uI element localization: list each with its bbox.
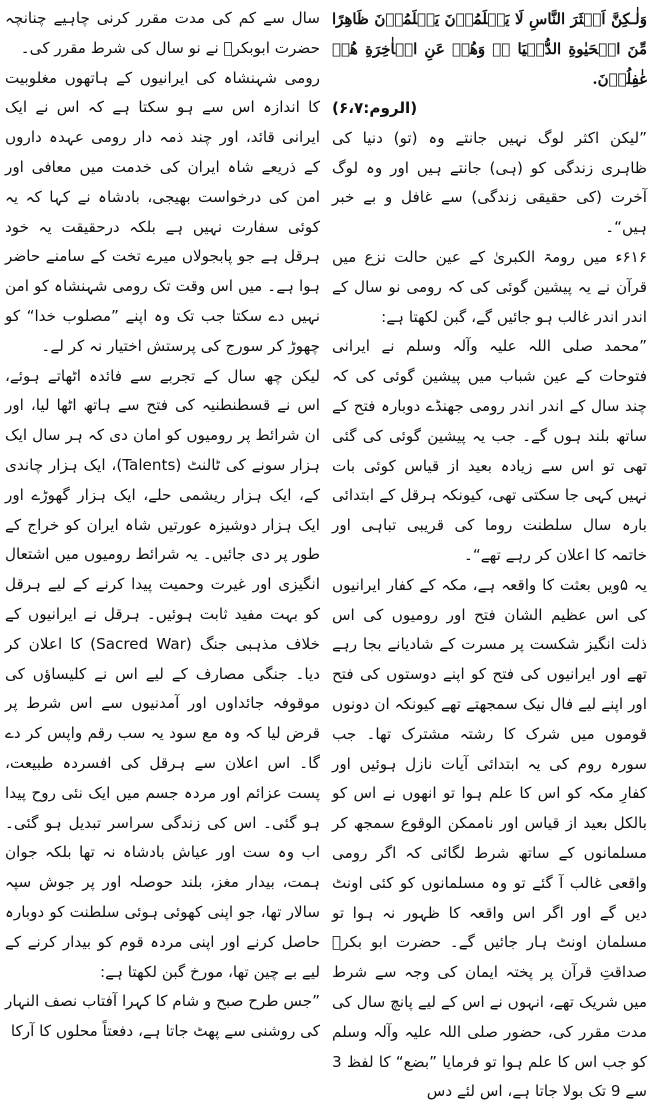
left-column <box>5 4 320 1041</box>
left-para-0: سال سے کم کی مدت مقرر کرنی چاہیے چنانچہ حضرت ابوبکرؓ نے نو سال کی شرط مقرر کی۔ <box>5 9 320 57</box>
left-para-1: رومی شہنشاہ کی ایرانیوں کے ہاتھوں مغلوبیت کا اندازہ اس سے ہو سکتا ہے کہ اس نے ایک ایرانی قائد، اور چند ذمہ دار رومی عہدہ داروں کے ذریعے شاہ ایران کی خدمت میں معافی اور امن کی درخواست بھیجی، بادشاہ نے کہا کہ یہ کوئی سفارت نہیں ہے بلکہ درحقیقت یہ خود ہرقل ہے جو پابجولاں میرے تخت کے سامنے حاضر ہوا ہے۔ میں اس وقت تک رومی شہنشاہ کو امن نہیں دے سکتا جب تک وہ اپنے ”مصلوب خدا“ کو چھوڑ کر سورج کی پرستش اختیار نہ کر لے۔ <box>5 68 320 355</box>
right-quran-0: وَلٰـكِنَّ اَكۡثَرَ النَّاسِ لَا يَعۡلَمُوۡنَ يَعۡلَمُوۡنَ ظَاهِرًا مِّنَ الۡحَيٰوةِ الدُّنۡيَا ۖۚ وَهُمۡ عَنِ الۡاٰخِرَةِ هُمۡ غٰفِلُوۡنَ. <box>332 10 647 88</box>
left-quote-3: ”جس طرح صبح و شام کا کہرا آفتاب نصف النہار کی روشنی سے پھٹ جاتا ہے، دفعتاً محلوں کا آرکا <box>5 992 320 1041</box>
right-para-3: ۶۱۶ء میں رومۃ الکبریٰ کے عین حالت نزع میں قرآن نے یہ پیشین گوئی کی کہ رومی نو سال کے اندر اندر غالب ہو جائیں گے، گبن لکھتا ہے: <box>332 247 647 326</box>
right-ref-1: (الروم:۶،۷) <box>332 99 418 117</box>
right-quote-2: ”لیکن اکثر لوگ نہیں جانتے وہ (تو) دنیا کی ظاہری زندگی کو (ہی) جانتے ہیں اور وہ لوگ آخرت (کی حقیقی زندگی) سے غافل و بے خبر ہیں“۔ <box>332 128 647 237</box>
right-column <box>332 4 647 1101</box>
left-para-2: لیکن چھ سال کے تجربے سے فائدہ اٹھاتے ہوئے، اس نے قسطنطنیہ کی فتح سے ہاتھ اٹھا لیا، اور ان شرائط پر رومیوں کو امان دی کہ ہر سال ایک ہزار سونے کی ٹالنٹ (Talents)، ایک ہزار چاندی کے، ایک ہزار ریشمی حلے، ایک ہزار گھوڑے اور ایک ہزار دوشیزہ عورتیں شاہ ایران کو خراج کے طور پر دی جائیں۔ یہ شرائط رومیوں میں اشتعال انگیزی اور غیرت وحمیت پیدا کرنے کے لیے ہرقل کو بہت مفید ثابت ہوئیں۔ ہرقل نے ایرانیوں کے خلاف مذہبی جنگ (Sacred War) کا اعلان کر دیا۔ جنگی مصارف کے لیے اس نے کلیساؤں کی موقوفہ جائداوں اور آمدنیوں سے اس شرط پر قرض لیا کہ وہ مع سود یہ سب رقم واپس کر دے گا۔ اس اعلان سے ہرقل کی افسردہ طبیعت، پست عزائم اور مردہ جسم میں ایک نئی روح پیدا ہو گئی۔ اس کی زندگی سراسر تبدیل ہو گئی۔ اب وہ ست اور عیاش بادشاہ نہ تھا بلکہ جوان ہمت، بیدار مغز، بلند حوصلہ اور پر جوش سپہ سالار تھا، جو اپنی کھوئی ہوئی سلطنت کو دوبارہ حاصل کرنے اور اپنی مردہ قوم کو بیدار کرنے کے لیے بے چین تھا، مورخ گبن لکھتا ہے: <box>5 366 320 981</box>
right-quote-4: ”محمد صلی اللہ علیہ وآلہ وسلم نے ایرانی فتوحات کے عین شباب میں پیشین گوئی کی کہ چند سال کے اندر اندر رومی جھنڈے دوبارہ فتح کے ساتھ بلند ہوں گے۔ جب یہ پیشین گوئی کی گئی تھی تو اس سے زیادہ بعید از قیاس کوئی بات نہیں کہی جا سکتی تھی، کیونکہ ہرقل کے ابتدائی بارہ سال سلطنت روما کی قریبی تباہی اور خاتمہ کا اعلان کر رہے تھے“۔ <box>332 337 647 564</box>
right-para-5: یہ ۵ویں بعثت کا واقعہ ہے، مکہ کے کفار ایرانیوں کی اس عظیم الشان فتح اور رومیوں کی اس ذلت انگیز شکست پر مسرت کے شادیانے بجا رہے تھے اور ایرانیوں کی فتح کو اپنے دوستوں کی فتح اور اپنے لیے فال نیک سمجھتے تھے کیونکہ ان دونوں قوموں میں شرک کا رشتہ مشترک تھا۔ جب سورہ روم کی یہ ابتدائی آیات نازل ہوئیں اور کفارِ مکہ کو اس کا علم ہوا تو انھوں نے اس کو بالکل بعید از قیاس اور ناممکن الوقوع سمجھ کر مسلمانوں کے ساتھ شرط لگائی کہ اگر رومی واقعی غالب آ گئے تو وہ مسلمانوں کو کئی اونٹ دیں گے اور اگر اس واقعہ کا ظہور نہ ہوا تو مسلمان اونٹ ہار جائیں گے۔ حضرت ابو بکرؓ صداقتِ قرآن پر پختہ ایمان کی وجہ سے شرط میں شریک تھے، انہوں نے اس کے لیے پانچ سال کی مدت مقرر کی، حضور صلی اللہ علیہ وآلہ وسلم کو جب اس کا علم ہوا تو فرمایا ”بضع“ کا لفظ 3 سے 9 تک بولا جاتا ہے، اس لئے دس <box>332 575 647 1101</box>
